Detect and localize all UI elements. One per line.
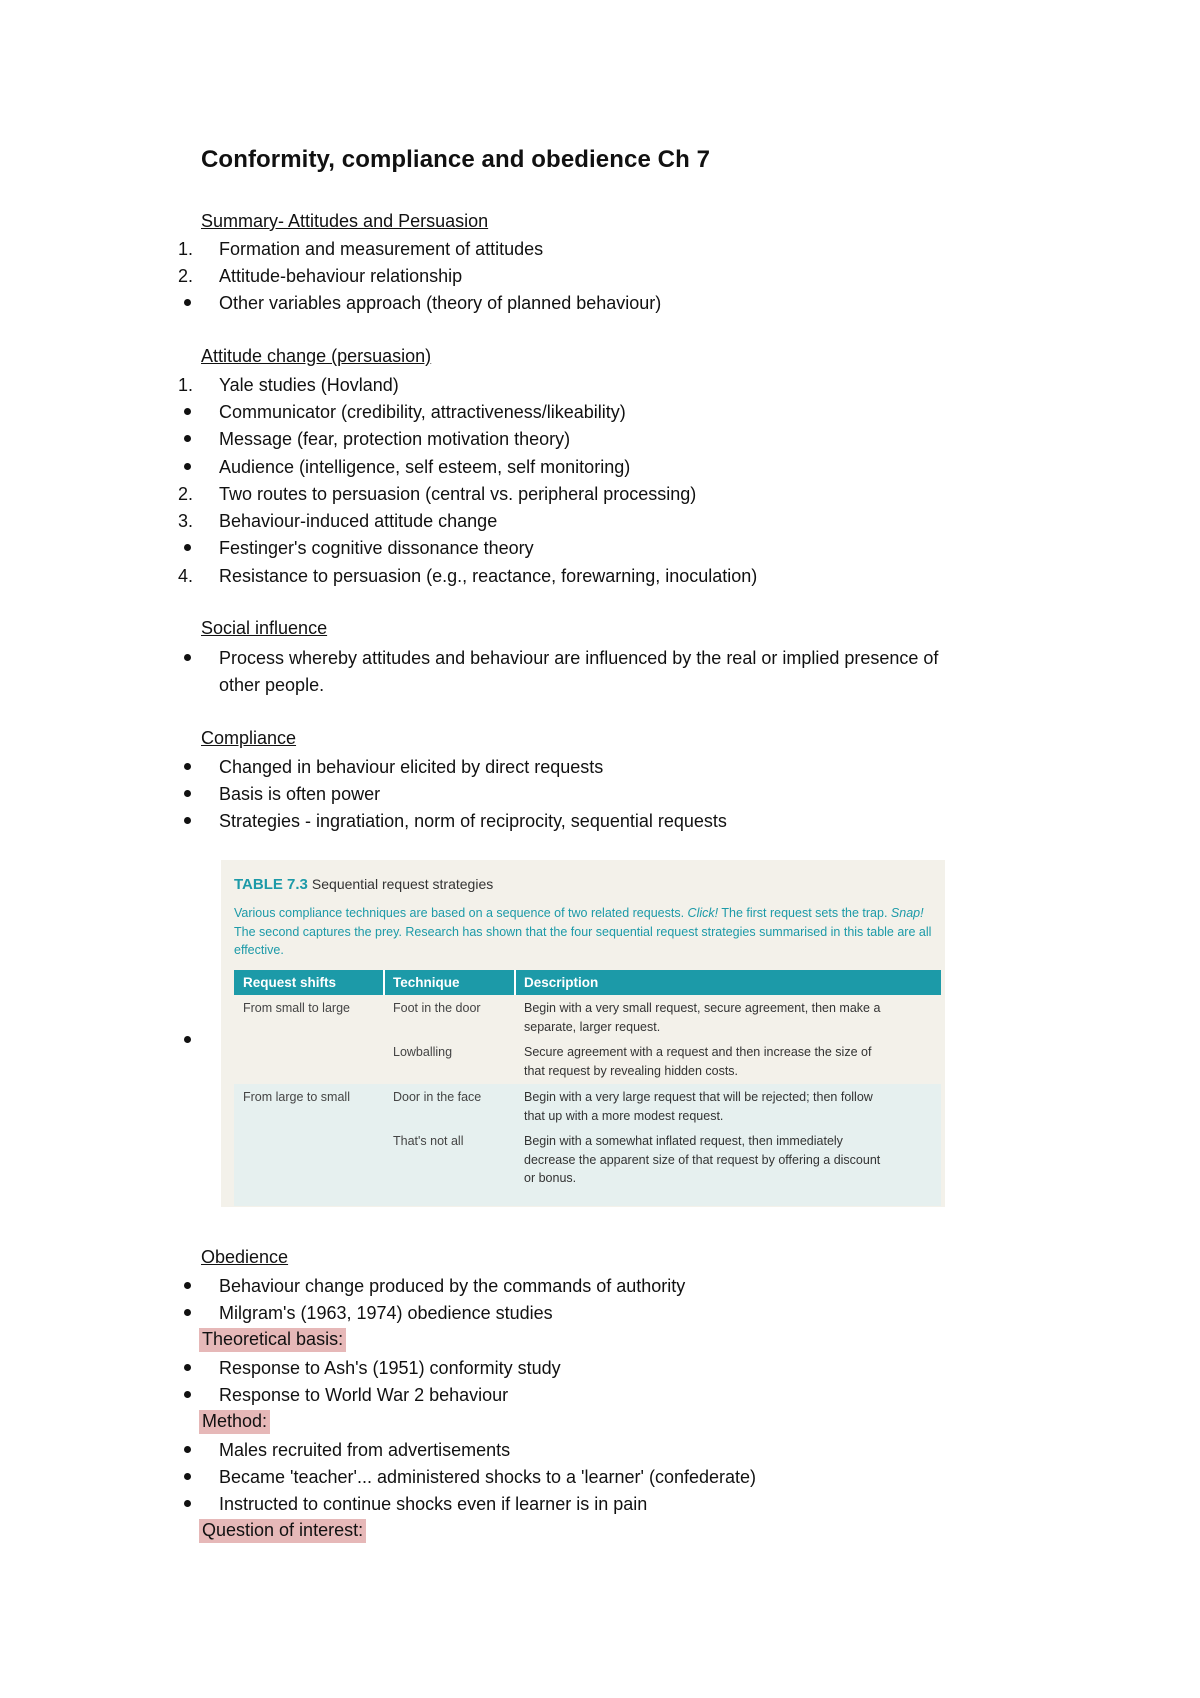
list-item-text: Attitude-behaviour relationship (219, 266, 463, 286)
list-item-text: Yale studies (Hovland) (219, 375, 399, 395)
list-item-text: Response to Ash's (1951) conformity study (219, 1358, 561, 1378)
bullet-icon (184, 1309, 191, 1316)
list-item-text: Milgram's (1963, 1974) obedience studies (219, 1303, 553, 1323)
description-line: decrease the apparent size of that request by offering a discount (524, 1152, 881, 1167)
list-item-text: Response to World War 2 behaviour (219, 1385, 509, 1405)
table-cell-technique: Lowballing (393, 1045, 453, 1059)
figure-title (234, 876, 493, 893)
table-header-cell: Request shifts (243, 975, 337, 990)
figure-label: TABLE 7.3 (234, 876, 308, 893)
description-line: Begin with a very small request, secure agreement, then make a (524, 1001, 881, 1015)
list-item-text: Other variables approach (theory of planned behaviour) (219, 293, 662, 313)
table-figure (221, 860, 945, 1207)
section-heading-attitude-change: Attitude change (persuasion) (201, 346, 432, 366)
description-line: separate, larger request. (524, 1019, 661, 1034)
list-item-text: Basis is often power (219, 784, 381, 804)
caption-emphasis: Click! (687, 906, 719, 920)
figure-title-text: Sequential request strategies (311, 876, 494, 892)
highlighted-label-theoretical-basis: Theoretical basis: (199, 1328, 346, 1352)
list-item-text: other people. (219, 675, 325, 695)
list-item-text: Became 'teacher'... administered shocks to a 'learner' (confederate) (219, 1467, 757, 1487)
description-line: or bonus. (524, 1171, 577, 1185)
list-item-text: Formation and measurement of attitudes (219, 239, 544, 259)
table-cell-description (524, 1088, 934, 1125)
bullet-icon (184, 790, 191, 797)
section-heading-social-influence: Social influence (201, 618, 328, 638)
description-line: Begin with a somewhat inflated request, then immediately (524, 1134, 843, 1148)
section-heading-compliance: Compliance (201, 728, 297, 748)
table-cell-technique: Door in the face (393, 1090, 482, 1104)
list-item-text: Males recruited from advertisements (219, 1440, 511, 1460)
bullet-icon (184, 408, 191, 415)
description-line: Begin with a very large request that will be rejected; then follow (524, 1090, 873, 1104)
section-heading-obedience: Obedience (201, 1247, 289, 1267)
list-item-text: Changed in behaviour elicited by direct requests (219, 757, 604, 777)
bullet-icon (184, 1446, 191, 1453)
table-cell-description (524, 999, 934, 1036)
bullet-icon (184, 463, 191, 470)
caption-text: summarised in this table are all effective. (234, 924, 932, 957)
bullet-icon (184, 544, 191, 551)
list-item-text: Behaviour-induced attitude change (219, 511, 498, 531)
bullet-icon (184, 654, 191, 661)
caption-text: The first request sets (721, 906, 839, 920)
bullet-icon (184, 817, 191, 824)
description-line: that request by revealing hidden costs. (524, 1063, 739, 1078)
caption-text: The second captures the prey. Research has shown that the four sequential request strategies (234, 924, 756, 939)
table-cell-description (524, 1043, 934, 1080)
bullet-icon (184, 299, 191, 306)
list-item-text: Festinger's cognitive dissonance theory (219, 538, 534, 558)
table-header-cell: Technique (393, 975, 460, 990)
list-number: 1. (178, 239, 194, 259)
list-item-text: Two routes to persuasion (central vs. peripheral processing) (219, 484, 697, 504)
table-row-group (234, 995, 941, 1084)
list-item-text: Instructed to continue shocks even if learner is in pain (219, 1494, 648, 1514)
bullet-icon (184, 1473, 191, 1480)
list-item-text: Resistance to persuasion (e.g., reactance, forewarning, inoculation) (219, 566, 758, 586)
highlighted-label-method: Method: (199, 1410, 270, 1434)
bullet-icon (184, 763, 191, 770)
bullet-icon (184, 1282, 191, 1289)
list-item-text: Message (fear, protection motivation theory) (219, 429, 571, 449)
table-cell-shift: From small to large (243, 1001, 350, 1015)
bullet-icon (184, 1036, 191, 1043)
caption-text: Various compliance techniques are based on a sequence of two related requests. (234, 906, 685, 920)
list-item-text: Communicator (credibility, attractiveness/likeability) (219, 402, 626, 422)
caption-emphasis: Snap! (890, 906, 924, 920)
description-line: that up with a more modest request. (524, 1108, 724, 1123)
list-number: 2. (178, 484, 194, 504)
list-number: 4. (178, 566, 194, 586)
list-number: 3. (178, 511, 194, 531)
table-cell-technique: Foot in the door (393, 1001, 481, 1015)
bullet-icon (184, 1500, 191, 1507)
highlighted-label-question: Question of interest: (199, 1519, 366, 1543)
list-number: 1. (178, 375, 194, 395)
caption-text: the trap. (841, 906, 888, 920)
table-header-cell: Description (524, 975, 599, 990)
list-number: 2. (178, 266, 194, 286)
description-line: Secure agreement with a request and then increase the size of (524, 1045, 872, 1059)
list-item-text: Process whereby attitudes and behaviour are influenced by the real or implied presence of (219, 648, 939, 668)
list-item-text: Strategies - ingratiation, norm of reciprocity, sequential requests (219, 811, 727, 831)
figure-caption (234, 904, 934, 960)
table-header-row (234, 970, 941, 995)
list-item-text: Behaviour change produced by the commands of authority (219, 1276, 686, 1296)
bullet-icon (184, 435, 191, 442)
bullet-icon (184, 1391, 191, 1398)
table-row-group (234, 1084, 941, 1206)
table-cell-description (524, 1132, 934, 1188)
table-cell-technique: That's not all (393, 1134, 464, 1148)
section-heading-summary: Summary- Attitudes and Persuasion (201, 211, 489, 231)
page-title: Conformity, compliance and obedience Ch 7 (201, 146, 711, 173)
table-cell-shift: From large to small (243, 1090, 350, 1104)
list-item-text: Audience (intelligence, self esteem, self monitoring) (219, 457, 631, 477)
bullet-icon (184, 1364, 191, 1371)
